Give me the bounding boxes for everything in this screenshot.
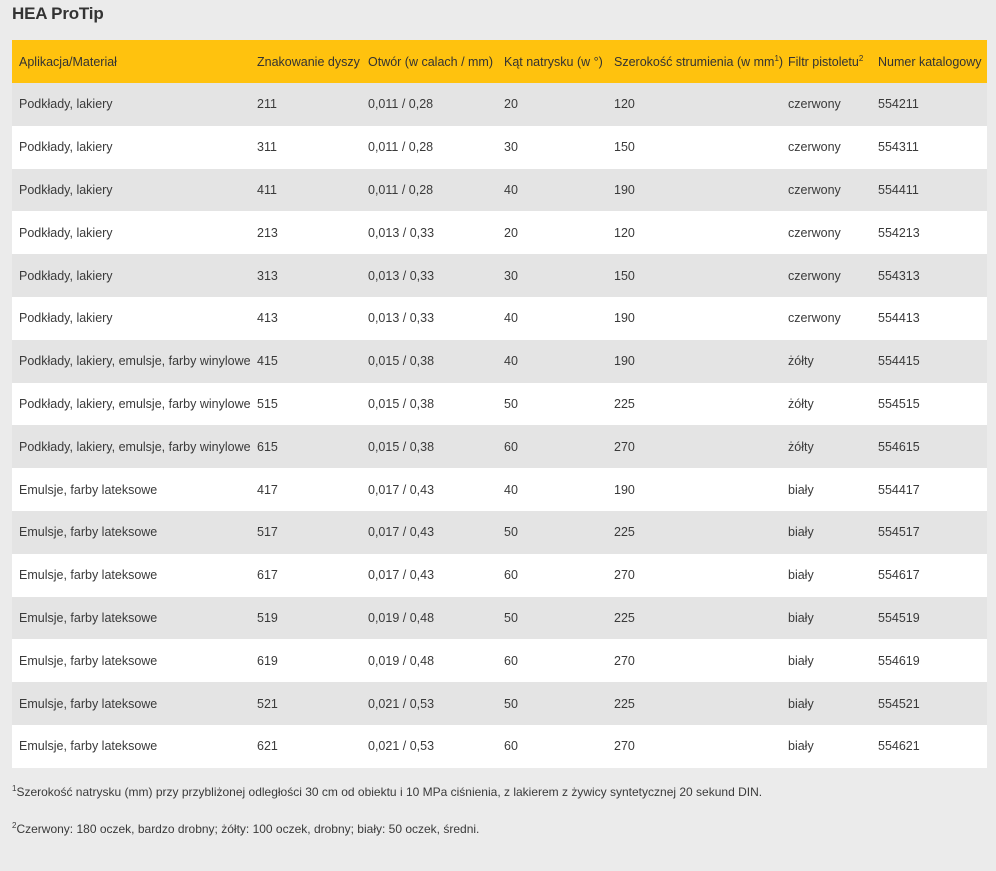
table-row — [12, 597, 987, 640]
spec-table — [12, 40, 987, 768]
cell-orifice: 0,017 / 0,43 — [368, 482, 435, 497]
cell-orifice: 0,015 / 0,38 — [368, 439, 435, 454]
cell-fan-width: 190 — [614, 311, 635, 326]
cell-orifice: 0,011 / 0,28 — [368, 97, 434, 112]
table-row — [12, 682, 987, 725]
footnote-2-marker: 2 — [12, 821, 17, 830]
table-row — [12, 211, 987, 254]
cell-nozzle-marking: 517 — [257, 525, 278, 540]
header-fan-width-suffix: ) — [778, 54, 784, 69]
header-spray-angle-label: Kąt natrysku (w °) — [504, 54, 603, 69]
cell-orifice: 0,017 / 0,43 — [368, 568, 435, 583]
cell-application: Emulsje, farby lateksowe — [19, 568, 158, 583]
cell-nozzle-marking: 521 — [257, 696, 278, 711]
cell-fan-width: 270 — [614, 653, 635, 668]
cell-orifice: 0,013 / 0,33 — [368, 311, 435, 326]
cell-spray-angle: 40 — [504, 182, 518, 197]
cell-spray-angle: 50 — [504, 525, 518, 540]
cell-catalog-number: 554617 — [878, 568, 920, 583]
cell-catalog-number: 554619 — [878, 653, 920, 668]
cell-catalog-number: 554311 — [878, 140, 919, 155]
cell-application: Podkłady, lakiery — [19, 268, 113, 283]
cell-orifice: 0,021 / 0,53 — [368, 696, 435, 711]
cell-nozzle-marking: 515 — [257, 396, 278, 411]
cell-catalog-number: 554411 — [878, 182, 919, 197]
cell-orifice: 0,015 / 0,38 — [368, 354, 435, 369]
cell-spray-angle: 60 — [504, 439, 518, 454]
header-catalog-number-label: Numer katalogowy — [878, 54, 982, 69]
footnote-1-text: Szerokość natrysku (mm) przy przybliżonej odległości 30 cm od obiektu i 10 MPa ciśnienia, z lakierem z żywicy syntetycznej 20 sekund DIN. — [16, 785, 763, 799]
cell-gun-filter: biały — [788, 739, 814, 754]
cell-nozzle-marking: 213 — [257, 225, 278, 240]
cell-nozzle-marking: 615 — [257, 439, 278, 454]
cell-nozzle-marking: 415 — [257, 354, 278, 369]
cell-spray-angle: 30 — [504, 140, 518, 155]
cell-fan-width: 225 — [614, 610, 635, 625]
cell-fan-width: 225 — [614, 696, 635, 711]
footnote-2 — [12, 822, 479, 836]
cell-spray-angle: 50 — [504, 396, 518, 411]
cell-spray-angle: 60 — [504, 568, 518, 583]
page-title: HEA ProTip — [12, 4, 104, 23]
cell-gun-filter: czerwony — [788, 97, 841, 112]
cell-catalog-number: 554517 — [878, 525, 920, 540]
table-row — [12, 254, 987, 297]
cell-catalog-number: 554519 — [878, 610, 920, 625]
header-gun-filter-footnote-marker: 2 — [858, 53, 864, 63]
cell-spray-angle: 50 — [504, 610, 518, 625]
cell-spray-angle: 40 — [504, 354, 518, 369]
header-fan-width-label: Szerokość strumienia (w mm — [614, 54, 775, 69]
header-gun-filter-label: Filtr pistoletu — [788, 54, 859, 69]
cell-fan-width: 270 — [614, 439, 635, 454]
cell-fan-width: 190 — [614, 354, 635, 369]
cell-fan-width: 150 — [614, 268, 635, 283]
table-row — [12, 383, 987, 426]
cell-gun-filter: czerwony — [788, 268, 841, 283]
cell-gun-filter: czerwony — [788, 182, 841, 197]
cell-spray-angle: 60 — [504, 739, 518, 754]
cell-application: Emulsje, farby lateksowe — [19, 482, 158, 497]
cell-gun-filter: biały — [788, 568, 814, 583]
footnote-2-text: Czerwony: 180 oczek, bardzo drobny; żółty: 100 oczek, drobny; biały: 50 oczek, średni. — [16, 822, 480, 836]
cell-spray-angle: 20 — [504, 97, 518, 112]
cell-catalog-number: 554413 — [878, 311, 920, 326]
table-row — [12, 340, 987, 383]
cell-catalog-number: 554621 — [878, 739, 920, 754]
cell-spray-angle: 20 — [504, 225, 518, 240]
cell-catalog-number: 554521 — [878, 696, 920, 711]
cell-nozzle-marking: 311 — [257, 140, 277, 155]
cell-catalog-number: 554615 — [878, 439, 920, 454]
footnote-1 — [12, 785, 762, 799]
header-orifice-label: Otwór (w calach / mm) — [368, 54, 494, 69]
table-row — [12, 169, 987, 212]
cell-nozzle-marking: 519 — [257, 610, 278, 625]
cell-catalog-number: 554515 — [878, 396, 920, 411]
cell-nozzle-marking: 313 — [257, 268, 278, 283]
cell-nozzle-marking: 621 — [257, 739, 278, 754]
cell-gun-filter: żółty — [788, 354, 814, 369]
table-row — [12, 83, 987, 126]
cell-application: Podkłady, lakiery — [19, 225, 113, 240]
cell-orifice: 0,013 / 0,33 — [368, 225, 435, 240]
cell-fan-width: 225 — [614, 396, 635, 411]
cell-application: Emulsje, farby lateksowe — [19, 525, 158, 540]
cell-spray-angle: 30 — [504, 268, 518, 283]
table-row — [12, 554, 987, 597]
cell-fan-width: 190 — [614, 482, 635, 497]
cell-spray-angle: 60 — [504, 653, 518, 668]
cell-fan-width: 225 — [614, 525, 635, 540]
cell-gun-filter: czerwony — [788, 140, 841, 155]
table-row — [12, 297, 987, 340]
table-body — [12, 83, 987, 768]
cell-application: Emulsje, farby lateksowe — [19, 696, 158, 711]
table-header-row — [12, 40, 987, 83]
cell-nozzle-marking: 417 — [257, 482, 278, 497]
header-gun-filter — [778, 40, 871, 83]
cell-nozzle-marking: 619 — [257, 653, 278, 668]
cell-nozzle-marking: 411 — [257, 182, 277, 197]
header-fan-width-footnote-marker: 1 — [774, 53, 779, 63]
cell-application: Podkłady, lakiery, emulsje, farby winylowe — [19, 439, 251, 454]
cell-gun-filter: biały — [788, 525, 814, 540]
cell-spray-angle: 40 — [504, 311, 518, 326]
cell-nozzle-marking: 413 — [257, 311, 278, 326]
table-row — [12, 725, 987, 768]
table-row — [12, 468, 987, 511]
cell-catalog-number: 554417 — [878, 482, 920, 497]
cell-application: Podkłady, lakiery, emulsje, farby winylowe — [19, 396, 251, 411]
cell-orifice: 0,011 / 0,28 — [368, 182, 434, 197]
cell-application: Emulsje, farby lateksowe — [19, 739, 158, 754]
header-application — [12, 40, 250, 83]
header-application-label: Aplikacja/Materiał — [19, 54, 117, 69]
cell-orifice: 0,015 / 0,38 — [368, 396, 435, 411]
cell-gun-filter: biały — [788, 482, 814, 497]
cell-application: Emulsje, farby lateksowe — [19, 610, 158, 625]
cell-application: Emulsje, farby lateksowe — [19, 653, 158, 668]
table-row — [12, 511, 987, 554]
cell-application: Podkłady, lakiery — [19, 140, 113, 155]
header-orifice — [361, 40, 497, 83]
cell-spray-angle: 40 — [504, 482, 518, 497]
cell-catalog-number: 554313 — [878, 268, 920, 283]
cell-nozzle-marking: 617 — [257, 568, 278, 583]
cell-fan-width: 120 — [614, 225, 635, 240]
footnote-1-marker: 1 — [12, 784, 17, 793]
cell-gun-filter: czerwony — [788, 225, 841, 240]
cell-catalog-number: 554213 — [878, 225, 920, 240]
cell-orifice: 0,011 / 0,28 — [368, 140, 434, 155]
cell-orifice: 0,019 / 0,48 — [368, 653, 435, 668]
cell-gun-filter: żółty — [788, 439, 814, 454]
cell-fan-width: 190 — [614, 182, 635, 197]
table-row — [12, 126, 987, 169]
cell-nozzle-marking: 211 — [257, 97, 277, 112]
cell-gun-filter: żółty — [788, 396, 814, 411]
cell-fan-width: 270 — [614, 568, 635, 583]
cell-catalog-number: 554211 — [878, 97, 919, 112]
cell-gun-filter: biały — [788, 610, 814, 625]
cell-application: Podkłady, lakiery — [19, 311, 113, 326]
cell-fan-width: 150 — [614, 140, 635, 155]
cell-orifice: 0,021 / 0,53 — [368, 739, 435, 754]
cell-gun-filter: czerwony — [788, 311, 841, 326]
cell-gun-filter: biały — [788, 696, 814, 711]
header-catalog-number — [871, 40, 987, 83]
cell-fan-width: 270 — [614, 739, 635, 754]
header-nozzle-marking — [250, 40, 361, 83]
cell-fan-width: 120 — [614, 97, 635, 112]
cell-spray-angle: 50 — [504, 696, 518, 711]
cell-catalog-number: 554415 — [878, 354, 920, 369]
cell-application: Podkłady, lakiery, emulsje, farby winylowe — [19, 354, 251, 369]
cell-gun-filter: biały — [788, 653, 814, 668]
cell-orifice: 0,019 / 0,48 — [368, 610, 435, 625]
cell-application: Podkłady, lakiery — [19, 97, 113, 112]
cell-orifice: 0,017 / 0,43 — [368, 525, 435, 540]
header-fan-width — [607, 40, 784, 83]
table-row — [12, 425, 987, 468]
header-spray-angle — [497, 40, 607, 83]
table-row — [12, 639, 987, 682]
header-nozzle-marking-label: Znakowanie dyszy — [257, 54, 360, 69]
cell-application: Podkłady, lakiery — [19, 182, 113, 197]
cell-orifice: 0,013 / 0,33 — [368, 268, 435, 283]
